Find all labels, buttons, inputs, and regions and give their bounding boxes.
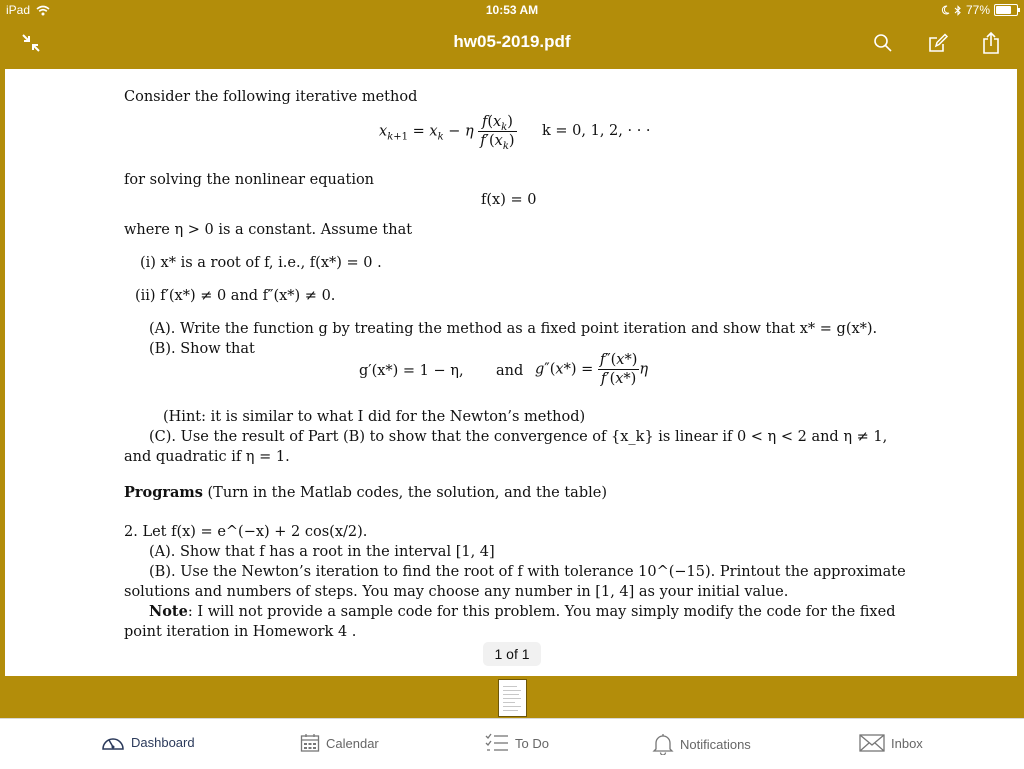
- part-c-line2: and quadratic if η = 1.: [124, 449, 290, 465]
- note-line: [149, 602, 895, 622]
- programs-heading: Programs: [124, 484, 203, 501]
- tab-todo[interactable]: [485, 733, 549, 753]
- battery-icon: [994, 4, 1018, 16]
- q2-line1: 2. Let f(x) = e^(−x) + 2 cos(x/2).: [124, 524, 368, 540]
- clock: 10:53 AM: [485, 3, 539, 17]
- page-indicator: 1 of 1: [483, 642, 541, 666]
- todo-icon: [485, 733, 509, 753]
- tab-calendar-label: Calendar: [326, 735, 379, 751]
- calendar-icon: [300, 733, 320, 753]
- document-title: hw05-2019.pdf: [453, 32, 571, 51]
- part-a: (A). Write the function g by treating the method as a fixed point iteration and show that x* = g(x*).: [149, 321, 878, 337]
- q2-part-a: (A). Show that f has a root in the interval [1, 4]: [149, 544, 495, 560]
- status-bar: [0, 0, 1024, 20]
- tab-dashboard[interactable]: [101, 733, 195, 751]
- pdf-page[interactable]: [5, 69, 1017, 676]
- tab-inbox-label: Inbox: [891, 735, 923, 751]
- solving-line: for solving the nonlinear equation: [124, 172, 375, 188]
- thumbnail-strip: [0, 676, 1024, 718]
- part-b: (B). Show that: [149, 341, 255, 357]
- assumption-line: where η > 0 is a constant. Assume that: [124, 222, 413, 238]
- bell-icon: [652, 733, 674, 755]
- device-label: iPad: [6, 3, 31, 17]
- search-button[interactable]: [870, 30, 896, 56]
- moon-icon: [941, 5, 950, 15]
- iteration-formula: $x_{k+1} = x_k - \eta$ $\frac{f(x_k)}{f'(x_k)}$: [379, 114, 515, 152]
- title-bar: [0, 20, 1024, 64]
- derivative-and: and: [496, 363, 524, 379]
- tab-inbox[interactable]: [859, 733, 923, 753]
- programs-note: (Turn in the Matlab codes, the solution, and the table): [207, 485, 607, 501]
- hint-line: (Hint: it is similar to what I did for the Newton’s method): [163, 409, 586, 425]
- note-label: Note: [149, 603, 188, 620]
- bluetooth-icon: [954, 5, 962, 16]
- q2-part-b-line2: solutions and numbers of steps. You may choose any number in [1, 4] as your initial value.: [124, 584, 789, 600]
- tab-notifications[interactable]: [652, 733, 751, 755]
- part-c-line1: (C). Use the result of Part (B) to show that the convergence of {x_k} is linear if 0 < η < 2 and η ≠ 1,: [149, 429, 888, 445]
- document-viewer[interactable]: [0, 64, 1024, 676]
- assumption-ii: (ii) f′(x*) ≠ 0 and f″(x*) ≠ 0.: [135, 288, 336, 304]
- q2-part-b-line1: (B). Use the Newton’s iteration to find the root of f with tolerance 10^(−15). Printout the approximate: [149, 564, 906, 580]
- share-icon: [981, 31, 1001, 55]
- k-range: k = 0, 1, 2, · · ·: [542, 123, 651, 139]
- second-derivative-formula: g″(x*) = $\frac{f''(x*)}{f'(x*)}$ η: [535, 352, 649, 387]
- derivative-left: g′(x*) = 1 − η,: [359, 363, 464, 379]
- edit-icon: [927, 32, 949, 54]
- note-line-2: point iteration in Homework 4 .: [124, 624, 357, 640]
- assumption-i: (i) x* is a root of f, i.e., f(x*) = 0 .: [140, 255, 382, 271]
- tab-bar: [0, 718, 1024, 769]
- tab-dashboard-label: Dashboard: [131, 734, 195, 750]
- tab-todo-label: To Do: [515, 735, 549, 751]
- note-text: : I will not provide a sample code for this problem. You may simply modify the code for the fixed: [187, 604, 896, 620]
- search-icon: [873, 33, 893, 53]
- equation-f-zero: f(x) = 0: [481, 192, 537, 208]
- share-button[interactable]: [978, 30, 1004, 56]
- dashboard-icon: [101, 733, 125, 751]
- programs-line: [124, 483, 607, 503]
- battery-percent: 77%: [965, 3, 990, 17]
- tab-notifications-label: Notifications: [680, 736, 751, 752]
- battery-fill: [996, 6, 1011, 14]
- inbox-icon: [859, 733, 885, 753]
- intro-line: Consider the following iterative method: [124, 89, 418, 105]
- annotate-button[interactable]: [925, 30, 951, 56]
- tab-calendar[interactable]: [300, 733, 379, 753]
- page-thumbnail[interactable]: [498, 679, 527, 717]
